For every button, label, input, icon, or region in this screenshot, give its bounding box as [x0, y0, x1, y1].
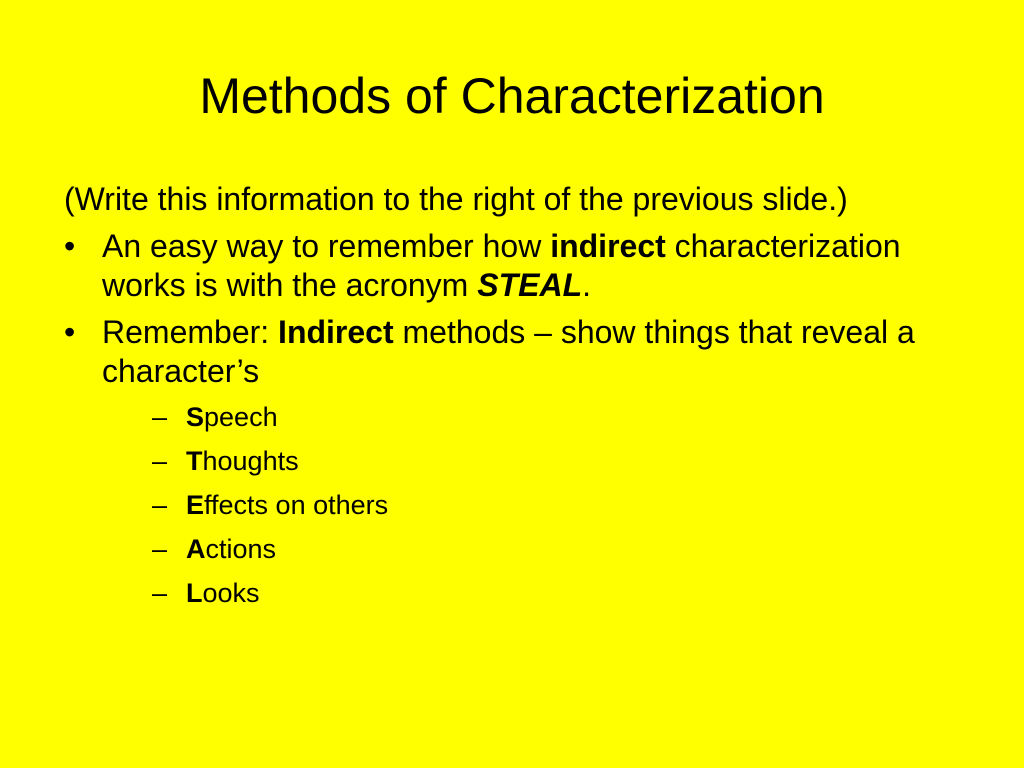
- list-item: [102, 489, 964, 522]
- bullet-marker: •: [64, 314, 76, 350]
- dash-marker: –: [152, 402, 168, 432]
- list-item-text: peech: [204, 402, 278, 432]
- acronym-letter: E: [186, 490, 205, 520]
- acronym-letter: A: [186, 534, 206, 564]
- list-item-text: ctions: [205, 534, 277, 564]
- acronym-steal: STEAL: [477, 267, 583, 303]
- bullet-text-part: Remember:: [102, 314, 279, 350]
- list-item: [102, 533, 964, 566]
- list-item-text: ffects on others: [204, 490, 389, 520]
- dash-marker: –: [152, 446, 168, 476]
- bullet-item-acronym: [64, 227, 964, 305]
- dash-marker: –: [152, 490, 168, 520]
- slide-body: [64, 180, 964, 621]
- bullet-text-part: characterization works is with the acronym: [102, 228, 901, 303]
- dash-marker: –: [152, 578, 168, 608]
- bullet-marker: •: [64, 228, 76, 264]
- list-item-text: ooks: [202, 578, 260, 608]
- list-item: [102, 445, 964, 478]
- bullet-bold-word: indirect: [550, 228, 666, 264]
- bullet-bold-word: Indirect: [278, 314, 394, 350]
- acronym-letter: T: [186, 446, 203, 476]
- slide-title: Methods of Characterization: [199, 68, 825, 124]
- acronym-letter: L: [186, 578, 203, 608]
- bullet-text-part: methods – show things that reveal a character’s: [102, 314, 915, 389]
- bullet-item-remember: [64, 313, 964, 610]
- intro-text: (Write this information to the right of the previous slide.): [64, 181, 848, 217]
- steal-list: [102, 401, 964, 610]
- acronym-letter: S: [186, 402, 205, 432]
- list-item: [102, 401, 964, 434]
- list-item: [102, 577, 964, 610]
- bullet-text-part: .: [582, 267, 591, 303]
- bullet-text-part: An easy way to remember how: [102, 228, 551, 264]
- dash-marker: –: [152, 534, 168, 564]
- list-item-text: houghts: [202, 446, 299, 476]
